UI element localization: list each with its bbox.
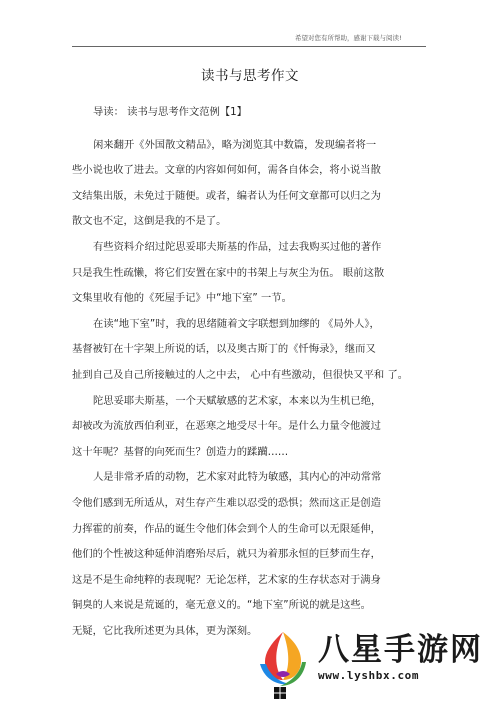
paragraph-line: 却被改为流放西伯利亚，在恶寒之地受尽十年。是什么力量令他渡过 — [72, 420, 381, 433]
watermark-logo-icon — [250, 628, 316, 694]
paragraph-line: 铜臭的人来说是荒诞的，毫无意义的。“地下室”所说的就是这些。 — [72, 599, 371, 612]
paragraph-line: 闲来翻开《外国散文精品》，略为浏览其中数篇，发现编者将一 — [93, 138, 377, 151]
paragraph-line: 基督被钉在十字架上所说的话，以及奥古斯丁的《忏悔录》，继而又 — [72, 343, 376, 356]
paragraph-line: 这十年呢？基督的向死而生？创造力的蹂躏…… — [72, 445, 289, 458]
header-note: 希望对您有所帮助，感谢下载与阅读! — [295, 34, 402, 42]
paragraph-line: 陀思妥耶夫斯基，一个天赋敏感的艺术家，本来以为生机已绝， — [93, 394, 382, 407]
paragraph-line: 扯到自己及自己所接触过的人之中去， 心中有些激动，但很快又平和 了。 — [72, 368, 409, 381]
paragraph-line: 散文也不定，这倒是我的不是了。 — [72, 215, 227, 228]
paragraph-line: 在读“地下室”时，我的思绪随着文字联想到加缪的 《局外人》， — [93, 317, 380, 330]
paragraph-line: 只是我生性疏懒，将它们安置在家中的书架上与灰尘为伍。 眼前这散 — [72, 266, 385, 279]
paragraph-line: 些小说也收了进去。文章的内容如何如何，需各自体会，将小说当散 — [72, 164, 381, 177]
document-body — [72, 100, 432, 644]
document-title: 读书与思考作文 — [201, 68, 299, 84]
paragraph-line: 人是非常矛盾的动物，艺术家对此特为敏感，其内心的冲动常常 — [93, 471, 382, 484]
header-divider — [72, 46, 426, 47]
intro-line: 导读： 读书与思考作文范例【1】 — [93, 106, 247, 118]
watermark-url: www.lyshbx.com — [318, 669, 420, 682]
paragraph-line: 他们的个性被这种延伸消磨殆尽后，就只为着那永恒的巨梦而生存， — [72, 548, 381, 561]
paragraph-line: 这是不是生命纯粹的表现呢？无论怎样，艺术家的生存状态对于满身 — [72, 573, 381, 586]
paragraph-line: 文结集出版，未免过于随便。或者，编者认为任何文章都可以归之为 — [72, 189, 381, 202]
paragraph-line: 无疑，它比我所述更为具体，更为深刻。 — [72, 624, 258, 637]
paragraph-line: 文集里收有他的《死屋手记》中“地下室” 一节。 — [72, 292, 292, 305]
paragraph-line: 力挥霍的前奏，作品的诞生令他们体会到个人的生命可以无限延伸， — [72, 522, 381, 535]
windows-logo-icon — [274, 687, 286, 699]
paragraph-line: 有些资料介绍过陀思妥耶夫斯基的作品，过去我购买过他的著作 — [93, 240, 382, 253]
paragraph-line: 令他们感到无所适从，对生存产生难以忍受的恐惧；然而这正是创造 — [72, 496, 381, 509]
watermark-brand: 八星手游网 — [318, 632, 483, 668]
